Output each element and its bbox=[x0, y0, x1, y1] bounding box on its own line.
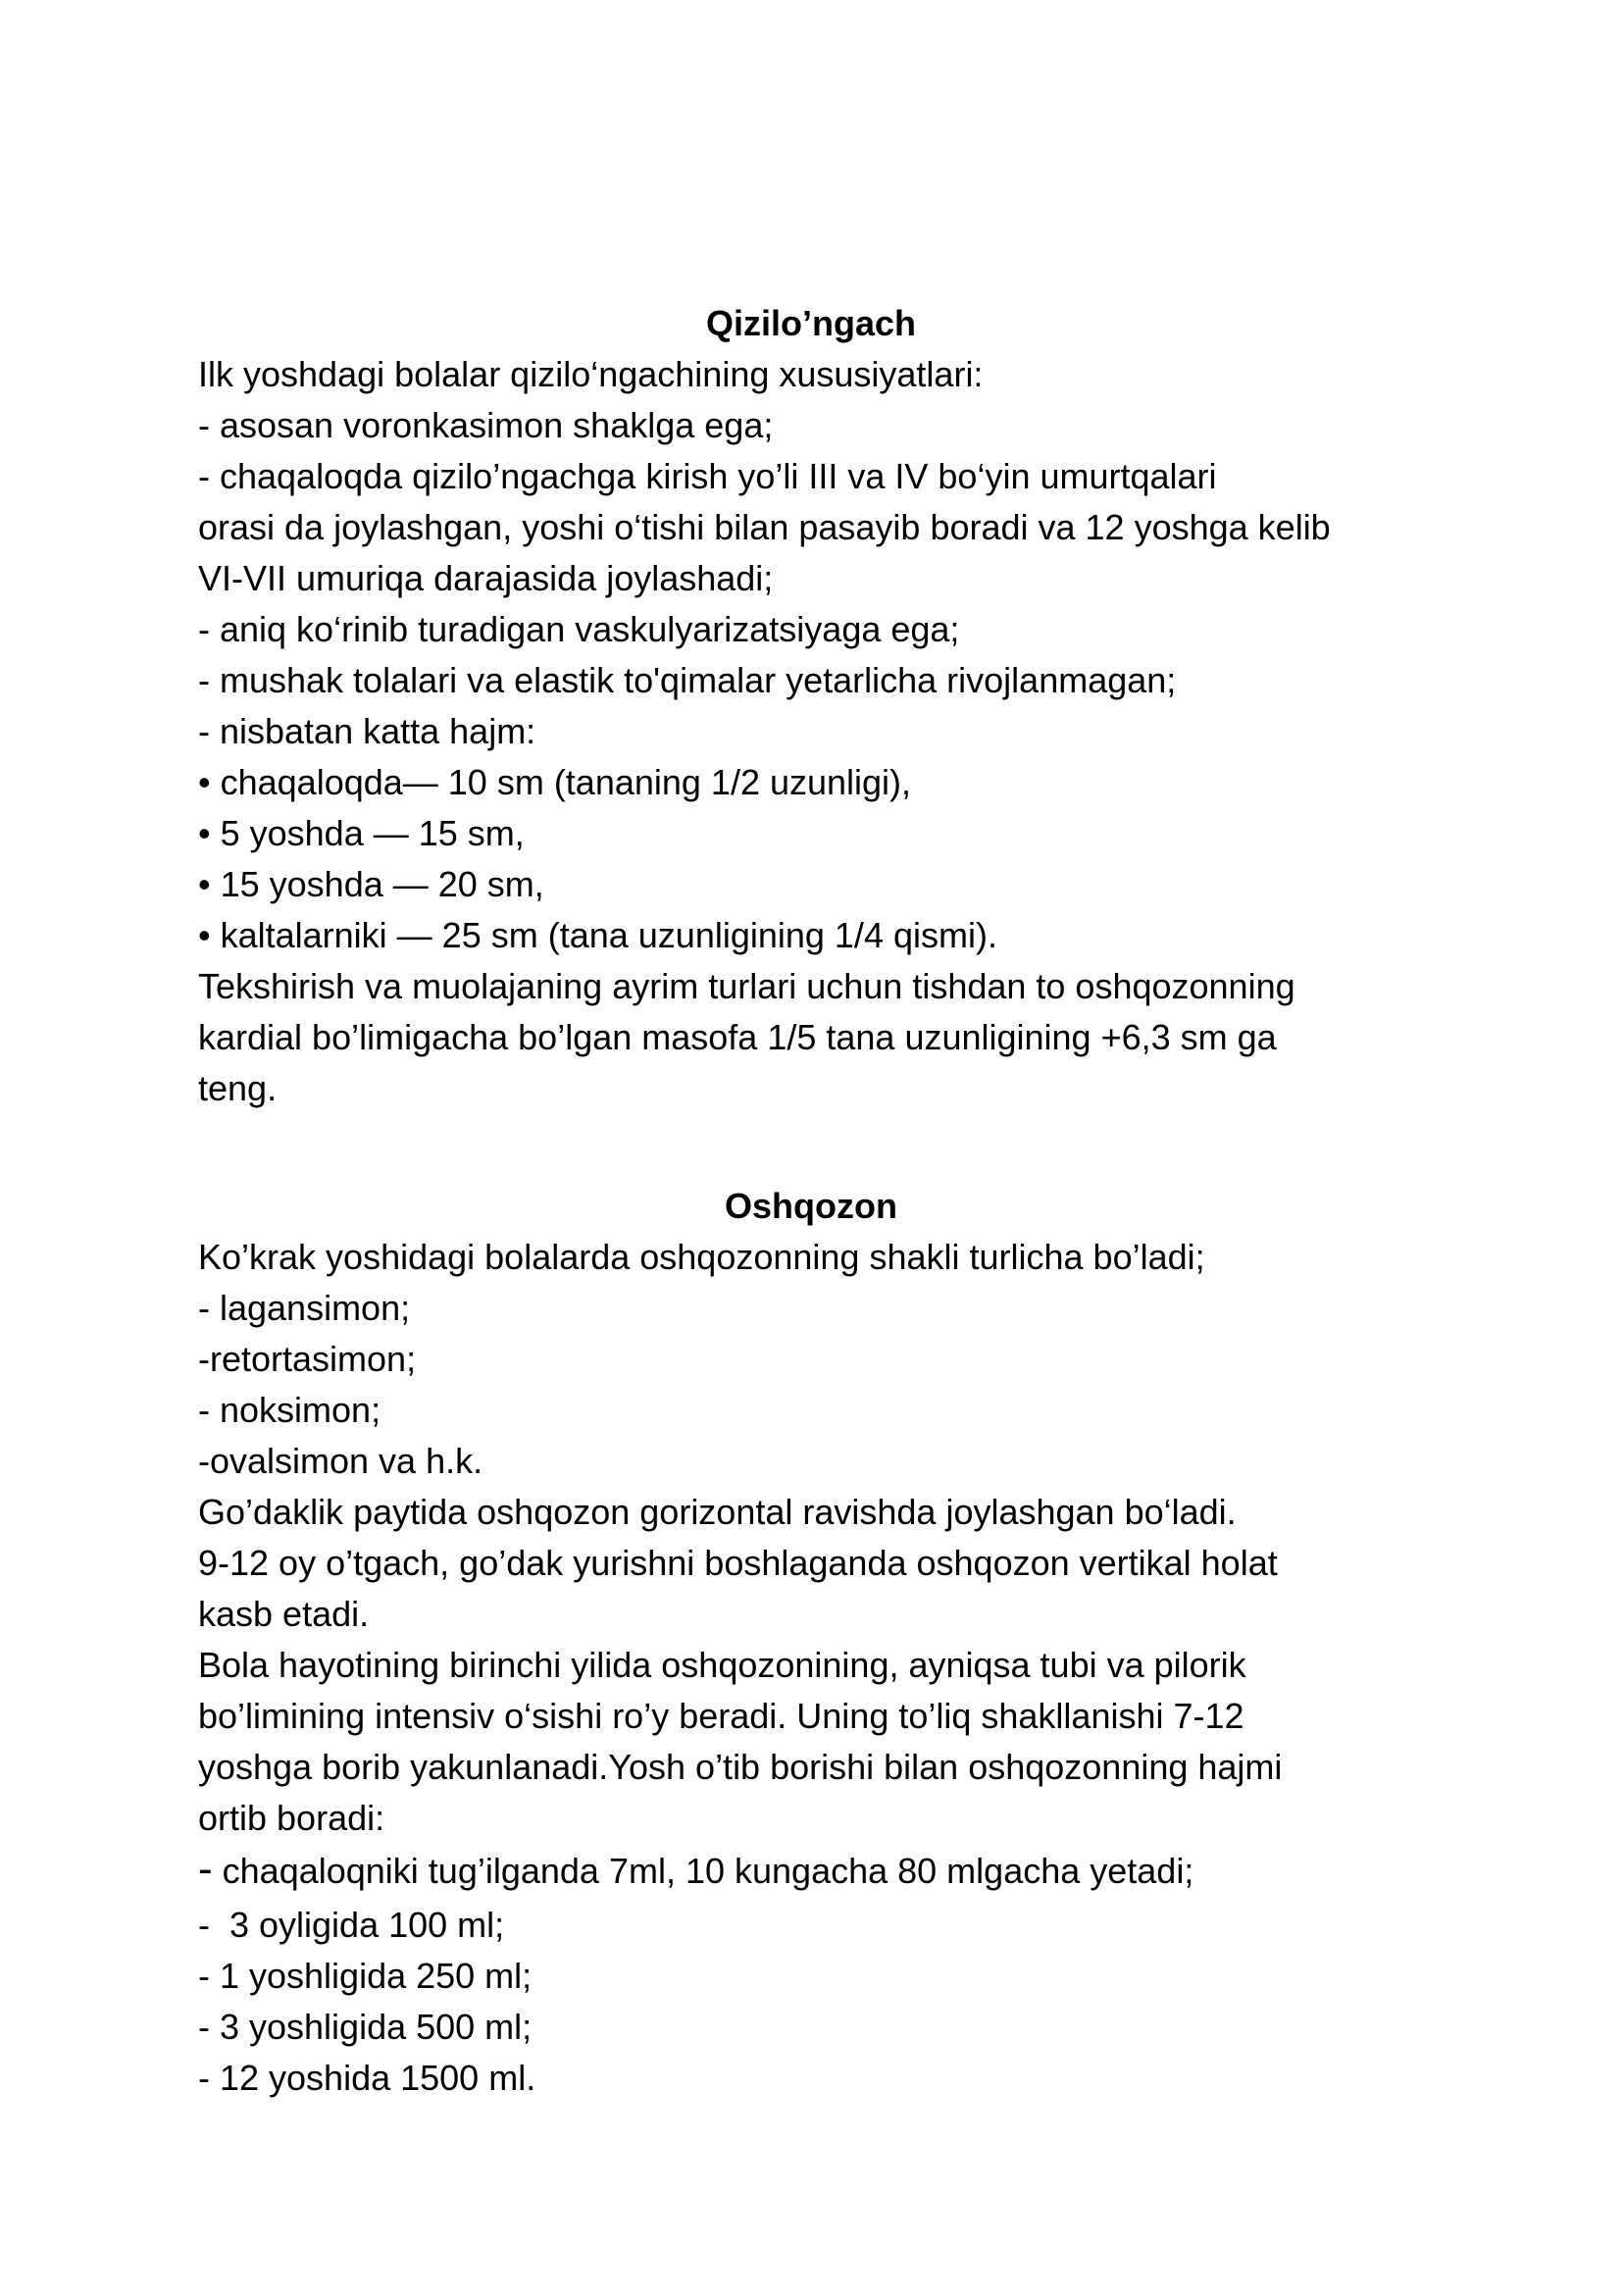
bullet-item: • kaltalarniki — 25 sm (tana uzunligining 1/4 qismi). bbox=[198, 915, 997, 955]
list-item: -ovalsimon va h.k. bbox=[198, 1441, 483, 1481]
paragraph-line: Bola hayotining birinchi yilida oshqozonining, ayniqsa tubi va pilorik bbox=[198, 1645, 1246, 1685]
list-item: - asosan voronkasimon shaklga ega; bbox=[198, 405, 774, 445]
volume-list-item: - 3 oyligida 100 ml; bbox=[198, 1905, 505, 1945]
section-title-oshqozon: Oshqozon bbox=[725, 1186, 897, 1226]
paragraph-line: Tekshirish va muolajaning ayrim turlari uchun tishdan to oshqozonning bbox=[198, 966, 1295, 1006]
paragraph-line: orasi da joylashgan, yoshi o‘tishi bilan pasayib boradi va 12 yoshga kelib bbox=[198, 507, 1331, 547]
volume-list-item: - 12 yoshida 1500 ml. bbox=[198, 2058, 536, 2098]
list-item: - noksimon; bbox=[198, 1390, 381, 1430]
paragraph-line: VI-VII umuriqa darajasida joylashadi; bbox=[198, 558, 774, 598]
paragraph-line: Ko’krak yoshidagi bolalarda oshqozonning shakli turlicha bo’ladi; bbox=[198, 1237, 1205, 1277]
paragraph-line: 9-12 oy o’tgach, go’dak yurishni boshlaganda oshqozon vertikal holat bbox=[198, 1543, 1278, 1583]
list-item: - lagansimon; bbox=[198, 1288, 411, 1328]
list-item: - mushak tolalari va elastik to'qimalar yetarlicha rivojlanmagan; bbox=[198, 660, 1177, 700]
paragraph-line: Ilk yoshdagi bolalar qizilo‘ngachining xususiyatlari: bbox=[198, 354, 984, 394]
bullet-item: • 5 yoshda — 15 sm, bbox=[198, 813, 525, 853]
volume-list-item: - 1 yoshligida 250 ml; bbox=[198, 1956, 533, 1996]
paragraph-line: kasb etadi. bbox=[198, 1594, 370, 1634]
list-item: - chaqaloqda qizilo’ngachga kirish yo’li III va IV bo‘yin umurtqalari bbox=[198, 456, 1217, 496]
list-item: - aniq ko‘rinib turadigan vaskulyarizatsiyaga ega; bbox=[198, 609, 960, 649]
bullet-item: • 15 yoshda — 20 sm, bbox=[198, 864, 544, 904]
volume-list-text: chaqaloqniki tug’ilganda 7ml, 10 kungacha 80 mlgacha yetadi; bbox=[212, 1851, 1194, 1891]
document-body bbox=[198, 298, 1473, 2104]
list-item: - nisbatan katta hajm: bbox=[198, 711, 536, 751]
volume-list-item bbox=[198, 1844, 1473, 1900]
list-dash: - bbox=[198, 1845, 213, 1893]
paragraph-line: teng. bbox=[198, 1068, 278, 1108]
list-item: -retortasimon; bbox=[198, 1339, 417, 1379]
bullet-item: • chaqaloqda— 10 sm (tananing 1/2 uzunligi), bbox=[198, 762, 912, 802]
paragraph-line: kardial bo’limigacha bo’lgan masofa 1/5 tana uzunligining +6,3 sm ga bbox=[198, 1017, 1277, 1057]
paragraph-line: bo’limining intensiv o‘sishi ro’y beradi. Uning to’liq shakllanishi 7-12 bbox=[198, 1696, 1244, 1736]
paragraph-line: Go’daklik paytida oshqozon gorizontal ravishda joylashgan bo‘ladi. bbox=[198, 1492, 1237, 1532]
volume-list-item: - 3 yoshligida 500 ml; bbox=[198, 2007, 533, 2047]
paragraph-line: yoshga borib yakunlanadi.Yosh o’tib borishi bilan oshqozonning hajmi bbox=[198, 1747, 1283, 1787]
section-title-qizilongach: Qizilo’ngach bbox=[705, 303, 916, 343]
paragraph-line: ortib boradi: bbox=[198, 1798, 385, 1838]
section-spacer bbox=[198, 1114, 1473, 1181]
